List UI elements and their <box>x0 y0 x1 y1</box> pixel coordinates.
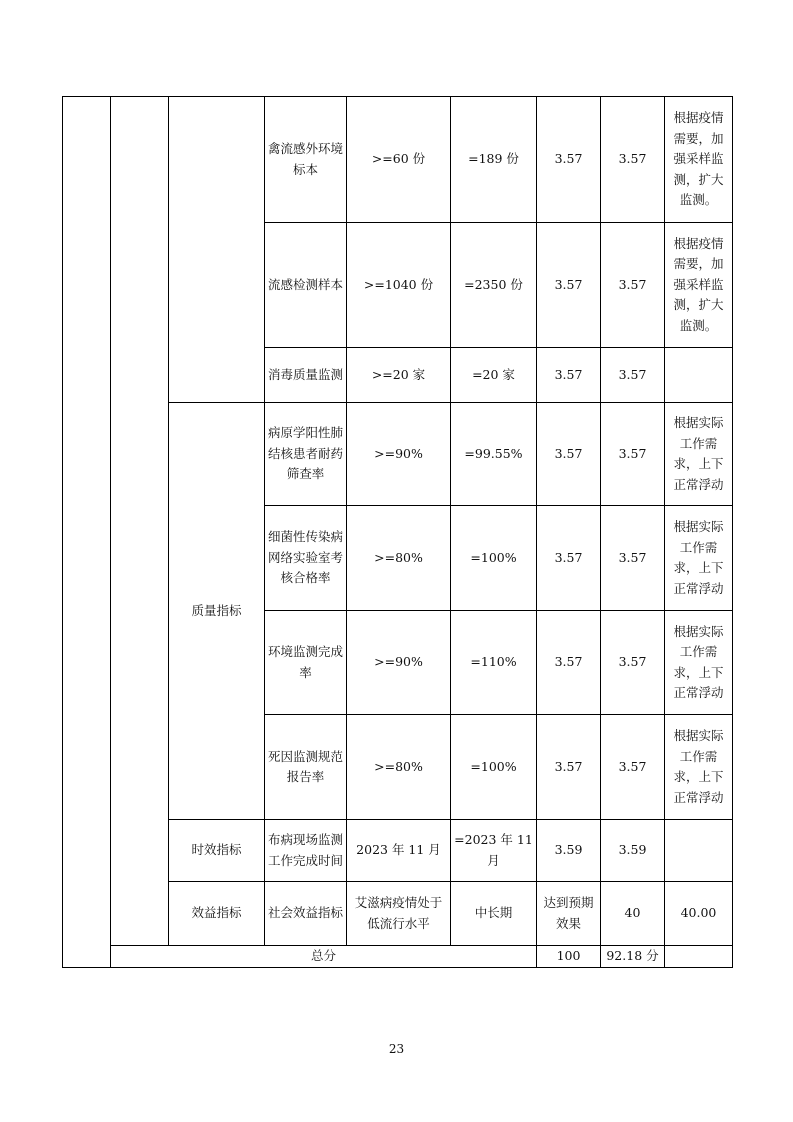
actual-cell: =100% <box>451 715 537 820</box>
target-cell: >=60 份 <box>347 97 451 223</box>
indicator-cell: 消毒质量监测 <box>265 348 347 403</box>
timeliness-category-cell: 时效指标 <box>169 820 265 882</box>
weight-cell: 3.57 <box>537 348 601 403</box>
score-cell: 3.57 <box>601 97 665 223</box>
target-cell: >=80% <box>347 715 451 820</box>
table-row <box>63 97 733 223</box>
performance-indicator-table <box>62 96 733 968</box>
indicator-cell: 布病现场监测工作完成时间 <box>265 820 347 882</box>
score-cell: 3.57 <box>601 611 665 715</box>
page-number: 23 <box>388 1042 405 1056</box>
weight-cell: 3.57 <box>537 506 601 611</box>
quality-category-cell: 质量指标 <box>169 403 265 820</box>
indicator-cell: 环境监测完成率 <box>265 611 347 715</box>
actual-cell: =110% <box>451 611 537 715</box>
note-cell: 根据实际工作需求，上下正常浮动 <box>665 715 733 820</box>
actual-cell: 达到预期效果 <box>537 882 601 946</box>
actual-cell: =100% <box>451 506 537 611</box>
note-cell: 根据实际工作需求，上下正常浮动 <box>665 506 733 611</box>
indicator-cell: 流感检测样本 <box>265 223 347 348</box>
indicator-cell: 禽流感外环境标本 <box>265 97 347 223</box>
actual-cell: =20 家 <box>451 348 537 403</box>
target-cell: >=90% <box>347 403 451 506</box>
weight-cell: 3.57 <box>537 97 601 223</box>
score-cell: 3.57 <box>601 348 665 403</box>
total-weight-cell: 100 <box>537 946 601 968</box>
indicator-cell: 死因监测规范报告率 <box>265 715 347 820</box>
note-cell: 根据实际工作需求，上下正常浮动 <box>665 611 733 715</box>
weight-cell: 3.57 <box>537 223 601 348</box>
social-benefit-category-cell: 社会效益指标 <box>265 882 347 946</box>
actual-cell: =2350 份 <box>451 223 537 348</box>
score-cell: 3.57 <box>601 506 665 611</box>
score-cell: 3.57 <box>601 223 665 348</box>
total-row <box>63 946 733 968</box>
note-cell: 根据疫情需要，加强采样监测，扩大监测。 <box>665 97 733 223</box>
note-cell: 根据疫情需要，加强采样监测，扩大监测。 <box>665 223 733 348</box>
target-cell: >=1040 份 <box>347 223 451 348</box>
actual-cell: =2023 年 11 月 <box>451 820 537 882</box>
target-cell: 2023 年 11 月 <box>347 820 451 882</box>
weight-cell: 3.57 <box>537 611 601 715</box>
score-cell: 3.57 <box>601 715 665 820</box>
benefit-category-cell: 效益指标 <box>169 882 265 946</box>
weight-cell: 3.57 <box>537 715 601 820</box>
level2-cell <box>111 97 169 946</box>
actual-cell: =189 份 <box>451 97 537 223</box>
target-cell: 中长期 <box>451 882 537 946</box>
level1-cell <box>63 97 111 968</box>
weight-cell: 3.57 <box>537 403 601 506</box>
indicator-cell: 病原学阳性肺结核患者耐药筛查率 <box>265 403 347 506</box>
target-cell: >=90% <box>347 611 451 715</box>
note-cell <box>665 820 733 882</box>
quantity-category-cell <box>169 97 265 403</box>
weight-cell: 3.59 <box>537 820 601 882</box>
indicator-cell: 细菌性传染病网络实验室考核合格率 <box>265 506 347 611</box>
total-note-cell <box>665 946 733 968</box>
note-cell <box>665 348 733 403</box>
actual-cell: =99.55% <box>451 403 537 506</box>
score-cell: 3.59 <box>601 820 665 882</box>
total-score-cell: 92.18 分 <box>601 946 665 968</box>
score-cell: 40.00 <box>665 882 733 946</box>
indicator-cell: 艾滋病疫情处于低流行水平 <box>347 882 451 946</box>
weight-cell: 40 <box>601 882 665 946</box>
note-cell: 根据实际工作需求，上下正常浮动 <box>665 403 733 506</box>
target-cell: >=80% <box>347 506 451 611</box>
target-cell: >=20 家 <box>347 348 451 403</box>
score-cell: 3.57 <box>601 403 665 506</box>
total-label-cell: 总分 <box>111 946 537 968</box>
